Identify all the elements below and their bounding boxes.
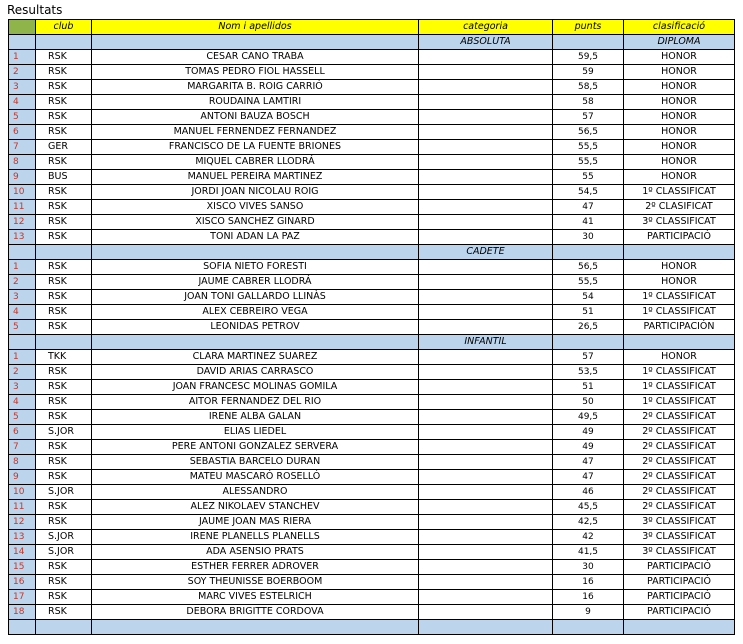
category-cell[interactable]	[419, 185, 553, 200]
name-cell[interactable]: TONI ADAN LA PAZ	[92, 230, 419, 245]
rank-cell[interactable]: 13	[9, 230, 36, 245]
name-cell[interactable]: JOAN TONI GALLARDO LLINÀS	[92, 290, 419, 305]
club-cell[interactable]: RSK	[36, 80, 92, 95]
club-cell[interactable]: S.JOR	[36, 530, 92, 545]
classification-cell[interactable]: HONOR	[624, 350, 735, 365]
section-empty-cell[interactable]	[553, 335, 624, 350]
rank-cell[interactable]: 2	[9, 365, 36, 380]
points-cell[interactable]: 42	[553, 530, 624, 545]
section-name-cell[interactable]: CADETE	[419, 245, 553, 260]
club-cell[interactable]: RSK	[36, 185, 92, 200]
points-cell[interactable]: 55,5	[553, 275, 624, 290]
section-empty-cell[interactable]	[92, 35, 419, 50]
category-cell[interactable]	[419, 590, 553, 605]
club-cell[interactable]: RSK	[36, 395, 92, 410]
rank-cell[interactable]: 16	[9, 575, 36, 590]
table-row	[9, 170, 735, 185]
table-row	[9, 215, 735, 230]
name-cell[interactable]: IRENE PLANELLS PLANELLS	[92, 530, 419, 545]
points-cell[interactable]: 46	[553, 485, 624, 500]
club-cell[interactable]: RSK	[36, 275, 92, 290]
classification-cell[interactable]: HONOR	[624, 80, 735, 95]
classification-cell[interactable]: HONOR	[624, 110, 735, 125]
club-cell[interactable]: GER	[36, 140, 92, 155]
category-cell[interactable]	[419, 140, 553, 155]
section-name-cell[interactable]: ABSOLUTA	[419, 35, 553, 50]
rank-cell[interactable]: 5	[9, 410, 36, 425]
rank-cell[interactable]: 9	[9, 470, 36, 485]
empty-cell[interactable]	[553, 620, 624, 635]
points-cell[interactable]: 57	[553, 350, 624, 365]
rank-cell[interactable]: 1	[9, 260, 36, 275]
points-cell[interactable]: 30	[553, 560, 624, 575]
club-cell[interactable]: RSK	[36, 470, 92, 485]
name-cell[interactable]: PERE ANTONI GONZALEZ SERVERA	[92, 440, 419, 455]
category-cell[interactable]	[419, 395, 553, 410]
header-category[interactable]: categoria	[419, 20, 553, 35]
section-row	[9, 335, 735, 350]
rank-cell[interactable]: 14	[9, 545, 36, 560]
classification-cell[interactable]: 2º CLASSIFICAT	[624, 440, 735, 455]
rank-cell[interactable]: 1	[9, 350, 36, 365]
name-cell[interactable]: SOY THEUNISSE BOERBOOM	[92, 575, 419, 590]
classification-cell[interactable]: HONOR	[624, 50, 735, 65]
classification-cell[interactable]: 3º CLASSIFICAT	[624, 515, 735, 530]
table-row	[9, 185, 735, 200]
section-empty-cell[interactable]	[36, 335, 92, 350]
name-cell[interactable]: JAUME CABRER LLODRÁ	[92, 275, 419, 290]
category-cell[interactable]	[419, 200, 553, 215]
classification-cell[interactable]: HONOR	[624, 170, 735, 185]
section-row	[9, 35, 735, 50]
section-row	[9, 245, 735, 260]
classification-cell[interactable]: 1º CLASSIFICAT	[624, 365, 735, 380]
section-extra-cell[interactable]	[624, 335, 735, 350]
club-cell[interactable]: RSK	[36, 440, 92, 455]
rank-cell[interactable]: 8	[9, 455, 36, 470]
points-cell[interactable]: 58	[553, 95, 624, 110]
points-cell[interactable]: 56,5	[553, 125, 624, 140]
rank-cell[interactable]: 8	[9, 155, 36, 170]
club-cell[interactable]: RSK	[36, 305, 92, 320]
classification-cell[interactable]: 2º CLASSIFICAT	[624, 500, 735, 515]
table-row	[9, 350, 735, 365]
club-cell[interactable]: RSK	[36, 380, 92, 395]
category-cell[interactable]	[419, 215, 553, 230]
club-cell[interactable]: RSK	[36, 95, 92, 110]
category-cell[interactable]	[419, 530, 553, 545]
classification-cell[interactable]: HONOR	[624, 65, 735, 80]
rank-cell[interactable]: 15	[9, 560, 36, 575]
points-cell[interactable]: 47	[553, 455, 624, 470]
club-cell[interactable]: RSK	[36, 575, 92, 590]
rank-cell[interactable]: 3	[9, 80, 36, 95]
rank-cell[interactable]: 10	[9, 485, 36, 500]
rank-cell[interactable]: 9	[9, 170, 36, 185]
category-cell[interactable]	[419, 470, 553, 485]
points-cell[interactable]: 9	[553, 605, 624, 620]
table-row	[9, 50, 735, 65]
classification-cell[interactable]: PARTICIPACIÓ	[624, 230, 735, 245]
table-row	[9, 545, 735, 560]
points-cell[interactable]: 50	[553, 395, 624, 410]
table-row	[9, 560, 735, 575]
name-cell[interactable]: MANUEL FERNENDEZ FERNANDEZ	[92, 125, 419, 140]
name-cell[interactable]: ANTONI BAUZA BOSCH	[92, 110, 419, 125]
name-cell[interactable]: MATEU MASCARÓ ROSELLÓ	[92, 470, 419, 485]
table-row	[9, 515, 735, 530]
category-cell[interactable]	[419, 320, 553, 335]
section-empty-cell[interactable]	[9, 245, 36, 260]
category-cell[interactable]	[419, 350, 553, 365]
table-row	[9, 65, 735, 80]
club-cell[interactable]: BUS	[36, 170, 92, 185]
name-cell[interactable]: JOAN FRANCESC MOLINAS GOMILA	[92, 380, 419, 395]
section-empty-cell[interactable]	[92, 335, 419, 350]
name-cell[interactable]: DAVID ARIAS CARRASCO	[92, 365, 419, 380]
rank-cell[interactable]: 17	[9, 590, 36, 605]
name-cell[interactable]: LEONIDAS PETROV	[92, 320, 419, 335]
name-cell[interactable]: MIQUEL CABRER LLODRÁ	[92, 155, 419, 170]
name-cell[interactable]: IRENE ALBA GALAN	[92, 410, 419, 425]
points-cell[interactable]: 26,5	[553, 320, 624, 335]
name-cell[interactable]: SEBASTIA BARCELO DURAN	[92, 455, 419, 470]
table-row	[9, 380, 735, 395]
club-cell[interactable]: S.JOR	[36, 485, 92, 500]
club-cell[interactable]: RSK	[36, 125, 92, 140]
classification-cell[interactable]: 2º CLASIFICAT	[624, 200, 735, 215]
table-row	[9, 425, 735, 440]
category-cell[interactable]	[419, 545, 553, 560]
points-cell[interactable]: 56,5	[553, 260, 624, 275]
table-row	[9, 470, 735, 485]
name-cell[interactable]: ALEZ NIKOLAEV STANCHEV	[92, 500, 419, 515]
empty-cell[interactable]	[419, 620, 553, 635]
header-name[interactable]: Nom i apellidos	[92, 20, 419, 35]
table-row	[9, 200, 735, 215]
category-cell[interactable]	[419, 380, 553, 395]
rank-cell[interactable]: 2	[9, 65, 36, 80]
table-row	[9, 365, 735, 380]
name-cell[interactable]: DEBORA BRIGITTE CORDOVA	[92, 605, 419, 620]
points-cell[interactable]: 41	[553, 215, 624, 230]
rank-cell[interactable]: 5	[9, 110, 36, 125]
table-row	[9, 80, 735, 95]
classification-cell[interactable]: HONOR	[624, 125, 735, 140]
category-cell[interactable]	[419, 125, 553, 140]
classification-cell[interactable]: 2º CLASSIFICAT	[624, 425, 735, 440]
category-cell[interactable]	[419, 575, 553, 590]
classification-cell[interactable]: 1º CLASSIFICAT	[624, 395, 735, 410]
classification-cell[interactable]: 1º CLASSIFICAT	[624, 305, 735, 320]
results-table	[8, 19, 735, 635]
club-cell[interactable]: RSK	[36, 65, 92, 80]
rank-cell[interactable]: 18	[9, 605, 36, 620]
rank-cell[interactable]: 11	[9, 500, 36, 515]
points-cell[interactable]: 54	[553, 290, 624, 305]
table-row	[9, 305, 735, 320]
table-row	[9, 140, 735, 155]
category-cell[interactable]	[419, 275, 553, 290]
table-row	[9, 590, 735, 605]
points-cell[interactable]: 53,5	[553, 365, 624, 380]
category-cell[interactable]	[419, 455, 553, 470]
points-cell[interactable]: 55	[553, 170, 624, 185]
club-cell[interactable]: RSK	[36, 320, 92, 335]
empty-cell[interactable]	[9, 620, 36, 635]
section-name-cell[interactable]: INFANTIL	[419, 335, 553, 350]
points-cell[interactable]: 51	[553, 305, 624, 320]
category-cell[interactable]	[419, 365, 553, 380]
table-row	[9, 455, 735, 470]
header-corner-cell[interactable]	[9, 20, 36, 35]
classification-cell[interactable]: 2º CLASSIFICAT	[624, 485, 735, 500]
rank-cell[interactable]: 2	[9, 275, 36, 290]
club-cell[interactable]: RSK	[36, 560, 92, 575]
classification-cell[interactable]: PARTICIPACIÓ	[624, 560, 735, 575]
table-row	[9, 440, 735, 455]
club-cell[interactable]: RSK	[36, 290, 92, 305]
table-row	[9, 275, 735, 290]
name-cell[interactable]: MANUEL PEREIRA MARTINEZ	[92, 170, 419, 185]
name-cell[interactable]: CESAR CANO TRABA	[92, 50, 419, 65]
category-cell[interactable]	[419, 425, 553, 440]
section-empty-cell[interactable]	[553, 35, 624, 50]
rank-cell[interactable]: 12	[9, 515, 36, 530]
points-cell[interactable]: 42,5	[553, 515, 624, 530]
classification-cell[interactable]: PARTICIPACIÓN	[624, 320, 735, 335]
club-cell[interactable]: RSK	[36, 515, 92, 530]
classification-cell[interactable]: HONOR	[624, 155, 735, 170]
rank-cell[interactable]: 4	[9, 95, 36, 110]
header-club[interactable]: club	[36, 20, 92, 35]
rank-cell[interactable]: 3	[9, 290, 36, 305]
table-row	[9, 230, 735, 245]
rank-cell[interactable]: 6	[9, 425, 36, 440]
header-row	[9, 20, 735, 35]
category-cell[interactable]	[419, 95, 553, 110]
category-cell[interactable]	[419, 65, 553, 80]
table-row	[9, 500, 735, 515]
rank-cell[interactable]: 13	[9, 530, 36, 545]
rank-cell[interactable]: 1	[9, 50, 36, 65]
table-row	[9, 605, 735, 620]
classification-cell[interactable]: PARTICIPACIÓ	[624, 590, 735, 605]
points-cell[interactable]: 47	[553, 470, 624, 485]
rank-cell[interactable]: 3	[9, 380, 36, 395]
section-empty-cell[interactable]	[553, 245, 624, 260]
name-cell[interactable]: ELIAS LIEDEL	[92, 425, 419, 440]
category-cell[interactable]	[419, 305, 553, 320]
name-cell[interactable]: MARC VIVES ESTELRICH	[92, 590, 419, 605]
classification-cell[interactable]: 1º CLASSIFICAT	[624, 185, 735, 200]
category-cell[interactable]	[419, 290, 553, 305]
rank-cell[interactable]: 7	[9, 140, 36, 155]
classification-cell[interactable]: PARTICIPACIÓ	[624, 575, 735, 590]
name-cell[interactable]: XISCO SANCHEZ GINARD	[92, 215, 419, 230]
rank-cell[interactable]: 11	[9, 200, 36, 215]
classification-cell[interactable]: PARTICIPACIÓ	[624, 605, 735, 620]
category-cell[interactable]	[419, 515, 553, 530]
table-row	[9, 320, 735, 335]
rank-cell[interactable]: 4	[9, 395, 36, 410]
category-cell[interactable]	[419, 170, 553, 185]
points-cell[interactable]: 58,5	[553, 80, 624, 95]
classification-cell[interactable]: 2º CLASSIFICAT	[624, 455, 735, 470]
category-cell[interactable]	[419, 500, 553, 515]
points-cell[interactable]: 59,5	[553, 50, 624, 65]
name-cell[interactable]: TOMAS PEDRO FIOL HASSELL	[92, 65, 419, 80]
club-cell[interactable]: RSK	[36, 500, 92, 515]
table-row	[9, 530, 735, 545]
table-row	[9, 125, 735, 140]
table-row	[9, 485, 735, 500]
classification-cell[interactable]: 3º CLASSIFICAT	[624, 215, 735, 230]
table-row	[9, 410, 735, 425]
rank-cell[interactable]: 12	[9, 215, 36, 230]
name-cell[interactable]: SOFIA NIETO FORESTI	[92, 260, 419, 275]
points-cell[interactable]: 55,5	[553, 155, 624, 170]
table-row	[9, 95, 735, 110]
section-empty-cell[interactable]	[36, 245, 92, 260]
section-empty-cell[interactable]	[9, 35, 36, 50]
category-cell[interactable]	[419, 80, 553, 95]
section-empty-cell[interactable]	[9, 335, 36, 350]
classification-cell[interactable]: 3º CLASSIFICAT	[624, 545, 735, 560]
header-points[interactable]: punts	[553, 20, 624, 35]
name-cell[interactable]: ESTHER FERRER ADROVER	[92, 560, 419, 575]
club-cell[interactable]: RSK	[36, 365, 92, 380]
club-cell[interactable]: RSK	[36, 215, 92, 230]
points-cell[interactable]: 16	[553, 575, 624, 590]
points-cell[interactable]: 55,5	[553, 140, 624, 155]
classification-cell[interactable]: 1º CLASSIFICAT	[624, 290, 735, 305]
name-cell[interactable]: ADA ASENSIO PRATS	[92, 545, 419, 560]
rank-cell[interactable]: 6	[9, 125, 36, 140]
club-cell[interactable]: S.JOR	[36, 545, 92, 560]
section-extra-cell[interactable]	[624, 245, 735, 260]
classification-cell[interactable]: HONOR	[624, 95, 735, 110]
points-cell[interactable]: 30	[553, 230, 624, 245]
points-cell[interactable]: 49	[553, 425, 624, 440]
points-cell[interactable]: 51	[553, 380, 624, 395]
classification-cell[interactable]: 2º CLASSIFICAT	[624, 410, 735, 425]
name-cell[interactable]: JORDI JOAN NICOLAU ROIG	[92, 185, 419, 200]
category-cell[interactable]	[419, 410, 553, 425]
name-cell[interactable]: ALESSANDRO	[92, 485, 419, 500]
header-classification[interactable]: clasificació	[624, 20, 735, 35]
category-cell[interactable]	[419, 230, 553, 245]
rank-cell[interactable]: 4	[9, 305, 36, 320]
club-cell[interactable]: RSK	[36, 200, 92, 215]
points-cell[interactable]: 59	[553, 65, 624, 80]
club-cell[interactable]: RSK	[36, 260, 92, 275]
table-end-row	[9, 620, 735, 635]
category-cell[interactable]	[419, 440, 553, 455]
category-cell[interactable]	[419, 110, 553, 125]
points-cell[interactable]: 45,5	[553, 500, 624, 515]
club-cell[interactable]: S.JOR	[36, 425, 92, 440]
points-cell[interactable]: 49,5	[553, 410, 624, 425]
empty-cell[interactable]	[624, 620, 735, 635]
name-cell[interactable]: CLARA MARTINEZ SUAREZ	[92, 350, 419, 365]
classification-cell[interactable]: 2º CLASSIFICAT	[624, 470, 735, 485]
category-cell[interactable]	[419, 560, 553, 575]
club-cell[interactable]: RSK	[36, 155, 92, 170]
rank-cell[interactable]: 7	[9, 440, 36, 455]
category-cell[interactable]	[419, 605, 553, 620]
category-cell[interactable]	[419, 260, 553, 275]
table-row	[9, 290, 735, 305]
club-cell[interactable]: RSK	[36, 455, 92, 470]
name-cell[interactable]: FRANCISCO DE LA FUENTE BRIONES	[92, 140, 419, 155]
points-cell[interactable]: 16	[553, 590, 624, 605]
empty-cell[interactable]	[36, 620, 92, 635]
club-cell[interactable]: RSK	[36, 230, 92, 245]
classification-cell[interactable]: 3º CLASSIFICAT	[624, 530, 735, 545]
category-cell[interactable]	[419, 155, 553, 170]
points-cell[interactable]: 47	[553, 200, 624, 215]
table-row	[9, 575, 735, 590]
club-cell[interactable]: RSK	[36, 410, 92, 425]
name-cell[interactable]: AITOR FERNANDEZ DEL RIO	[92, 395, 419, 410]
table-row	[9, 260, 735, 275]
classification-cell[interactable]: HONOR	[624, 275, 735, 290]
section-extra-cell[interactable]: DIPLOMA	[624, 35, 735, 50]
classification-cell[interactable]: 1º CLASSIFICAT	[624, 380, 735, 395]
table-row	[9, 395, 735, 410]
points-cell[interactable]: 41,5	[553, 545, 624, 560]
empty-cell[interactable]	[92, 620, 419, 635]
classification-cell[interactable]: HONOR	[624, 140, 735, 155]
category-cell[interactable]	[419, 50, 553, 65]
category-cell[interactable]	[419, 485, 553, 500]
name-cell[interactable]: JAUME JOAN MAS RIERA	[92, 515, 419, 530]
club-cell[interactable]: RSK	[36, 50, 92, 65]
rank-cell[interactable]: 10	[9, 185, 36, 200]
name-cell[interactable]: ALEX CEBREIRO VEGA	[92, 305, 419, 320]
section-empty-cell[interactable]	[36, 35, 92, 50]
rank-cell[interactable]: 5	[9, 320, 36, 335]
name-cell[interactable]: ROUDAINA LAMTIRI	[92, 95, 419, 110]
name-cell[interactable]: XISCO VIVES SANSO	[92, 200, 419, 215]
table-row	[9, 110, 735, 125]
club-cell[interactable]: RSK	[36, 605, 92, 620]
sheet-title: Resultats	[7, 3, 63, 17]
club-cell[interactable]: RSK	[36, 110, 92, 125]
table-row	[9, 155, 735, 170]
section-empty-cell[interactable]	[92, 245, 419, 260]
points-cell[interactable]: 54,5	[553, 185, 624, 200]
club-cell[interactable]: TKK	[36, 350, 92, 365]
club-cell[interactable]: RSK	[36, 590, 92, 605]
classification-cell[interactable]: HONOR	[624, 260, 735, 275]
name-cell[interactable]: MARGARITA B. ROIG CARRIÓ	[92, 80, 419, 95]
points-cell[interactable]: 57	[553, 110, 624, 125]
points-cell[interactable]: 49	[553, 440, 624, 455]
